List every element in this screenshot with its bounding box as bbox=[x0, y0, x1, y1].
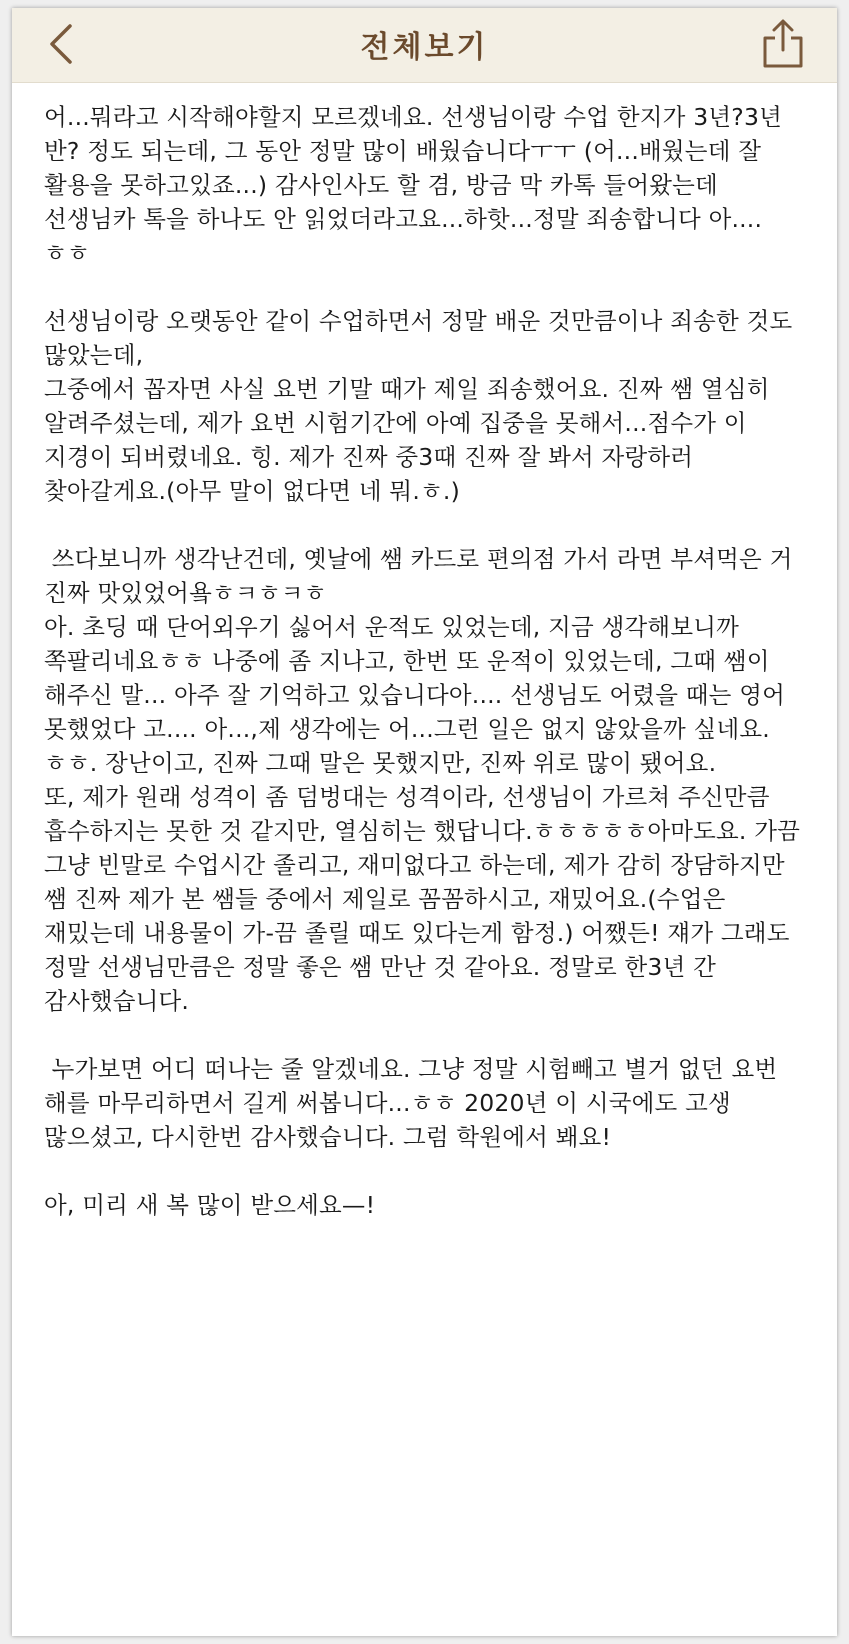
note-body bbox=[44, 100, 804, 1222]
share-button[interactable] bbox=[757, 16, 809, 72]
note-paragraph: 아, 미리 새 복 많이 받으세요—! bbox=[44, 1191, 376, 1219]
note-paragraph: 어...뭐라고 시작해야할지 모르겠네요. 선생님이랑 수업 한지가 3년?3년 반? 정도 되는데, 그 동안 정말 많이 배웠습니다ㅜㅜ (어...배웠는데 잘 활용을 못하고있죠...) 감사인사도 할 겸, 방금 막 카톡 들어왔는데 선생님카 톡을 하나도 안 읽었더라고요...하핫...정말 죄송합니다 아....ㅎㅎ bbox=[44, 103, 790, 267]
header-bar bbox=[12, 8, 837, 83]
note-paragraph: 쓰다보니까 생각난건데, 옛날에 쌤 카드로 편의점 가서 라면 부셔먹은 거 진짜 맛있었어욬ㅎㅋㅎㅋㅎ 아. 초딩 때 단어외우기 싫어서 운적도 있었는데, 지금 생각해보니까 쪽팔리네요ㅎㅎ 나중에 좀 지나고, 한번 또 운적이 있었는데, 그때 쌤이 해주신 말... 아주 잘 기억하고 있습니다아.... 선생님도 어렸을 때는 영어 못했었다 고.... 아...,제 생각에는 어...그런 일은 없지 않았을까 싶네요.ㅎㅎ. 장난이고, 진짜 그때 말은 못했지만, 진짜 위로 많이 됐어요. 또, 제가 원래 성격이 좀 덤벙대는 성격이라, 선생님이 가르쳐 주신만큼 흡수하지는 못한 것 같지만, 열심히는 했답니다.ㅎㅎㅎㅎㅎ아마도요. 가끔 그냥 빈말로 수업시간 졸리고, 재미없다고 하는데, 제가 감히 장담하지만 쌤 진짜 제가 본 쌤들 중에서 제일로 꼼꼼하시고, 재밌어요.(수업은 재밌는데 내용물이 가-끔 졸릴 때도 있다는게 함정.) 어쨌든! 쟤가 그래도 정말 선생님만큼은 정말 좋은 쌤 만난 것 같아요. 정말로 한3년 간 감사했습니다. bbox=[44, 545, 801, 1015]
note-paragraph: 누가보면 어디 떠나는 줄 알겠네요. 그냥 정말 시험빼고 별거 없던 요번 해를 마무리하면서 길게 써봅니다...ㅎㅎ 2020년 이 시국에도 고생 많으셨고, 다시한번 감사했습니다. 그럼 학원에서 봬요! bbox=[44, 1055, 785, 1151]
share-icon bbox=[757, 16, 809, 72]
note-paragraph: 선생님이랑 오랫동안 같이 수업하면서 정말 배운 것만큼이나 죄송한 것도 많았는데, 그중에서 꼽자면 사실 요번 기말 때가 제일 죄송했어요. 진짜 쌤 열심히 알려주셨는데, 제가 요번 시험기간에 아예 집중을 못해서...점수가 이 지경이 되버렸네요. 힝. 제가 진짜 중3때 진짜 잘 봐서 자랑하러 찾아갈게요.(아무 말이 없다면 네 뭐.ㅎ.) bbox=[44, 307, 793, 505]
page-title: 전체보기 bbox=[360, 30, 489, 65]
